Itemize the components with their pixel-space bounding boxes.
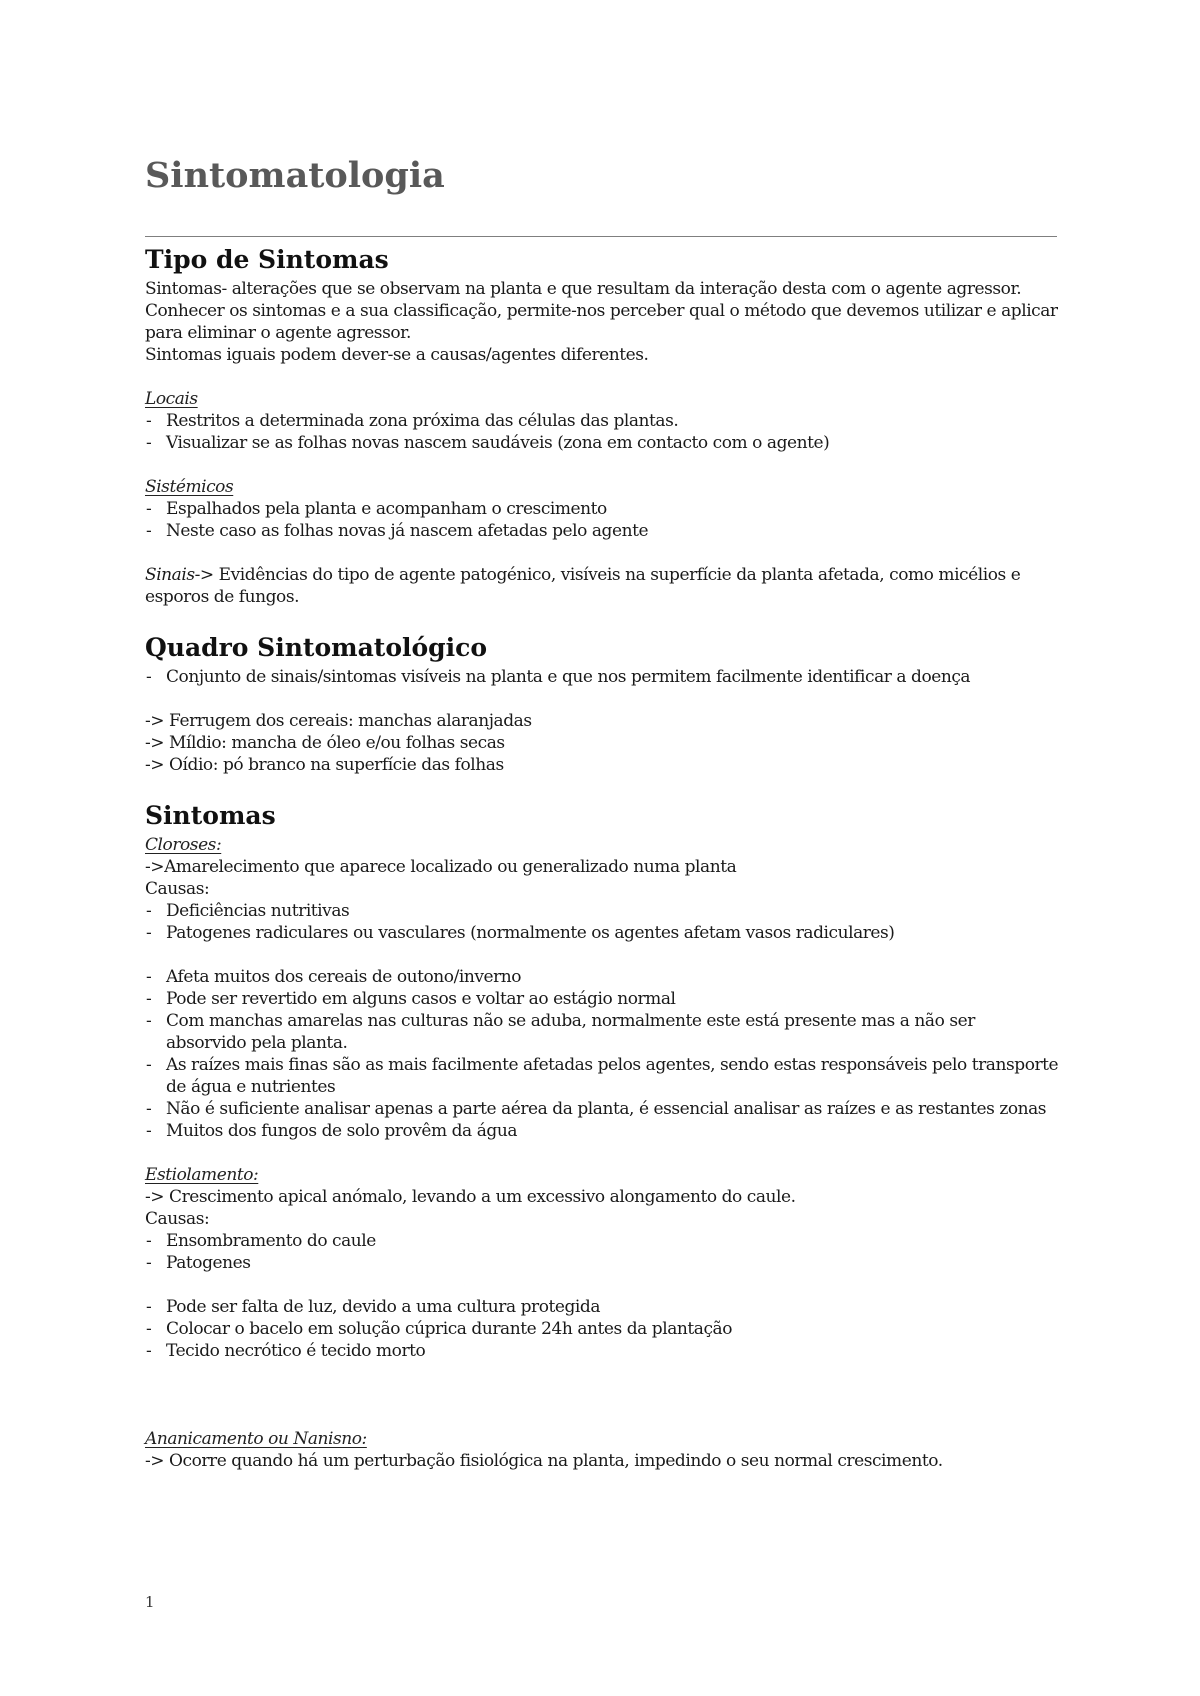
paragraph-sinais [145,564,1060,608]
paragraph-conhecer-sintomas: Conhecer os sintomas e a sua classificação, permite-nos perceber qual o método que devemos utilizar e aplicar para eliminar o agente agressor. [145,301,1058,343]
sinais-text: -> Evidências do tipo de agente patogénico, visíveis na superfície da planta afetada, como micélios e esporos de fungos. [145,565,1021,607]
list-item: - As raízes mais finas são as mais facilmente afetadas pelos agentes, sendo estas responsáveis pelo transporte de água e nutrientes [145,1054,1060,1098]
page-number: 1 [145,1593,155,1611]
list-item: - Não é suficiente analisar apenas a parte aérea da planta, é essencial analisar as raízes e as restantes zonas [145,1098,1060,1120]
list-item: - Patogenes radiculares ou vasculares (normalmente os agentes afetam vasos radiculares) [145,922,1060,944]
list-item: - Conjunto de sinais/sintomas visíveis na planta e que nos permitem facilmente identificar a doença [145,666,1060,688]
list-item: - Visualizar se as folhas novas nascem saudáveis (zona em contacto com o agente) [145,432,1060,454]
ananicamento-definition: -> Ocorre quando há um perturbação fisiológica na planta, impedindo o seu normal crescimento. [145,1451,943,1471]
heading-sintomas: Sintomas [145,801,276,830]
list-sistemicos [145,498,1060,542]
list-cloroses-notes [145,966,1060,1142]
cloroses-causas-label: Causas: [145,879,210,899]
list-locais [145,410,1060,454]
list-estiolamento-notes [145,1296,1060,1362]
list-item: - Pode ser revertido em alguns casos e voltar ao estágio normal [145,988,1060,1010]
document-page [145,0,1060,1696]
list-item: - Neste caso as folhas novas já nascem afetadas pelo agente [145,520,1060,542]
list-item: - Afeta muitos dos cereais de outono/inverno [145,966,1060,988]
list-item: - Pode ser falta de luz, devido a uma cultura protegida [145,1296,1060,1318]
document-body [145,242,1060,1472]
title-divider [145,236,1057,237]
list-item: - Muitos dos fungos de solo provêm da água [145,1120,1060,1142]
list-item: - Espalhados pela planta e acompanham o crescimento [145,498,1060,520]
cloroses-definition: ->Amarelecimento que aparece localizado ou generalizado numa planta [145,857,737,877]
paragraph-sintomas-definition: Sintomas- alterações que se observam na planta e que resultam da interação desta com o agente agressor. [145,279,1022,299]
estiolamento-definition: -> Crescimento apical anómalo, levando a um excessivo alongamento do caule. [145,1187,796,1207]
estiolamento-causas-label: Causas: [145,1209,210,1229]
list-item: - Colocar o bacelo em solução cúprica durante 24h antes da plantação [145,1318,1060,1340]
example-line: -> Ferrugem dos cereais: manchas alaranjadas [145,711,532,731]
sinais-label: Sinais [145,565,195,585]
heading-quadro-sintomatologico: Quadro Sintomatológico [145,633,488,662]
list-item: - Com manchas amarelas nas culturas não se aduba, normalmente este está presente mas a não ser absorvido pela planta. [145,1010,1060,1054]
paragraph-sintomas-iguais: Sintomas iguais podem dever-se a causas/agentes diferentes. [145,345,649,365]
subheading-ananicamento: Ananicamento ou Nanisno: [145,1429,367,1449]
subheading-cloroses: Cloroses: [145,835,222,855]
list-item: - Patogenes [145,1252,1060,1274]
list-item: - Deficiências nutritivas [145,900,1060,922]
example-line: -> Oídio: pó branco na superfície das folhas [145,755,504,775]
document-title: Sintomatologia [145,155,445,196]
list-item: - Ensombramento do caule [145,1230,1060,1252]
subheading-locais: Locais [145,389,198,409]
list-quadro [145,666,1060,688]
example-line: -> Míldio: mancha de óleo e/ou folhas secas [145,733,505,753]
list-cloroses-causas [145,900,1060,944]
list-estiolamento-causas [145,1230,1060,1274]
heading-tipo-de-sintomas: Tipo de Sintomas [145,245,389,274]
list-item: - Tecido necrótico é tecido morto [145,1340,1060,1362]
subheading-sistemicos: Sistémicos [145,477,234,497]
list-item: - Restritos a determinada zona próxima das células das plantas. [145,410,1060,432]
subheading-estiolamento: Estiolamento: [145,1165,259,1185]
